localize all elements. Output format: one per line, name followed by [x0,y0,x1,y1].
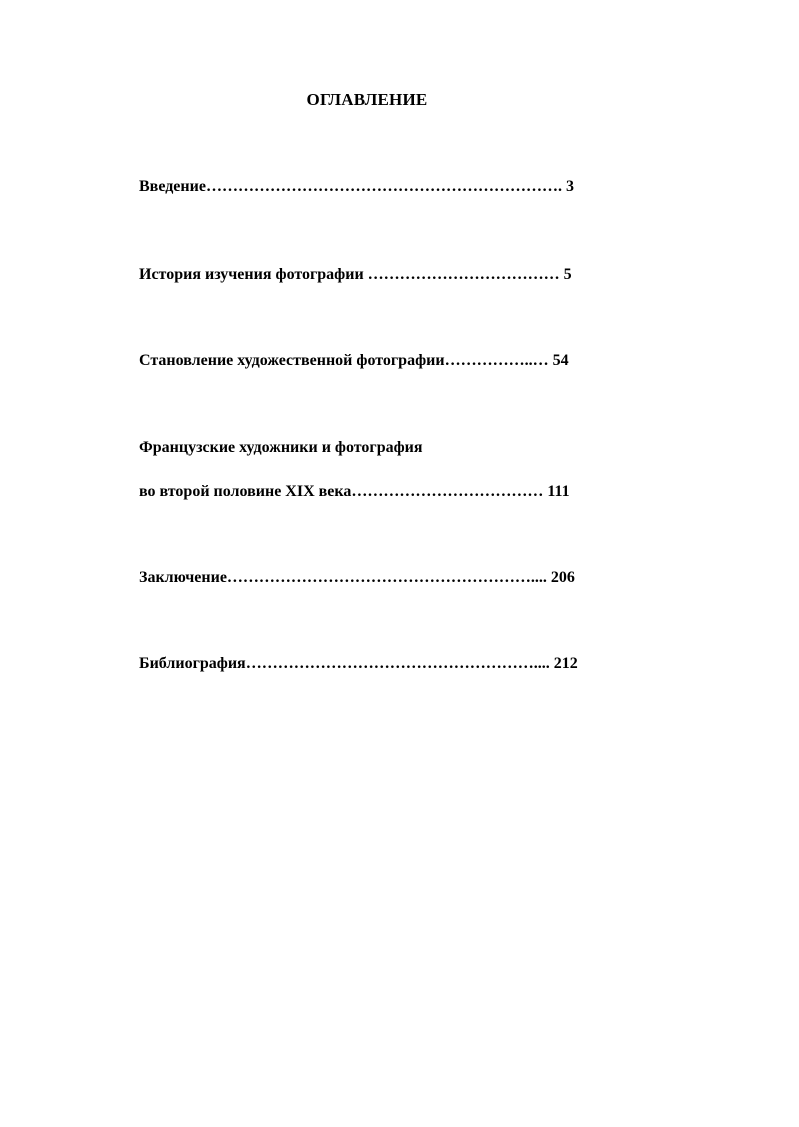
toc-entry-french-artists-line1: Французские художники и фотография [139,439,423,456]
toc-entry-introduction: Введение…………………………………………………………. 3 [139,178,574,195]
toc-entry-history: История изучения фотографии ……………………………… 5 [139,266,572,283]
toc-entry-french-artists-line2: во второй половине XIX века……………………………… 111 [139,483,570,500]
page-title: ОГЛАВЛЕНИЕ [306,90,428,109]
toc-entry-bibliography: Библиография……………………………………………….... 212 [139,655,578,672]
toc-entry-formation: Становление художественной фотографии……………..… 54 [139,352,569,369]
toc-entry-conclusion: Заключение………………………………………………….... 206 [139,569,575,586]
